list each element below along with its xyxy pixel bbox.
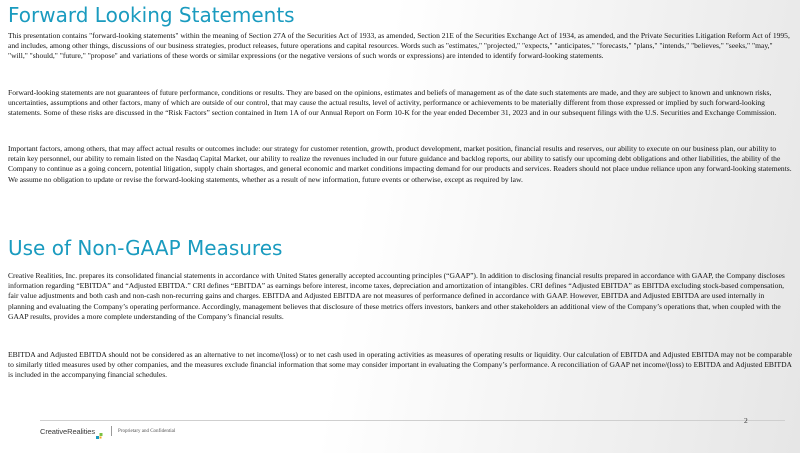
forward-looking-paragraph-3: Important factors, among others, that may affect actual results or outcomes include: our strategy for customer retention, growth, product development, market position, financial results and reserves, our ability to execute on our business plan, our ability to retain key personnel, our ability to remain listed on the Nasdaq Capital Market, our ability to realize the revenues included in our future guidance and backlog reports, our ability to satisfy our upcoming debt obligations and other liabilities, the ability of the Company to continue as a going concern, potential litigation, supply chain shortages, and general economic and market conditions impacting demand for our products and services. Readers should not place undue reliance upon any forward-looking statements. We assume no obligation to update or revise the forward-looking statements, whether as a result of new information, future events or otherwise, except as required by law.: [8, 144, 792, 184]
confidential-label: Proprietary and Confidential: [118, 428, 176, 434]
slide-footer: [0, 414, 800, 453]
footer-divider: [40, 420, 785, 421]
non-gaap-paragraph-2: EBITDA and Adjusted EBITDA should not be considered as an alternative to net income/(loss) or to net cash used in operating activities as measures of operating results or liquidity. Our calculation of EBITDA and Adjusted EBITDA may not be comparable to similarly titled measures used by other companies, and the measures exclude financial information that some may consider important in evaluating the Company’s performance. A reconciliation of GAAP net income/(loss) to EBITDA and Adjusted EBITDA is included in the accompanying financial schedules.: [8, 350, 792, 380]
non-gaap-title: Use of Non-GAAP Measures: [8, 236, 283, 260]
forward-looking-paragraph-1: This presentation contains "forward-looking statements" within the meaning of Section 27A of the Securities Act of 1933, as amended, Section 21E of the Securities Exchange Act of 1934, as amended, and the Private Securities Litigation Reform Act of 1995, and includes, among other things, discussions of our business strategies, product releases, future operations and capital resources. Words such as "estimates," "projected," "expects," "anticipates," "forecasts," "plans," "intends," "believes," "seeks," "may," "will," "should," "future," "propose" and variations of these words or similar expressions (or the negative versions of such words or expressions) are intended to identify forward-looking statements.: [8, 31, 790, 61]
company-logo: [40, 424, 175, 438]
creative-realities-logo-icon: [96, 427, 104, 435]
forward-looking-title: Forward Looking Statements: [8, 3, 295, 27]
logo-divider: [111, 426, 112, 436]
logo-text: CreativeRealities: [40, 426, 95, 436]
page-number: 2: [744, 416, 748, 425]
non-gaap-paragraph-1: Creative Realities, Inc. prepares its consolidated financial statements in accordance with United States generally accepted accounting principles (“GAAP”). In addition to disclosing financial results prepared in accordance with GAAP, the Company discloses information regarding “EBITDA” and “Adjusted EBITDA.” CRI defines “EBITDA” as earnings before interest, income taxes, depreciation and amortization of intangibles. CRI defines “Adjusted EBITDA” as EBITDA excluding stock-based compensation, fair value adjustments and both cash and non-cash non-recurring gains and charges. EBITDA and Adjusted EBITDA are not measures of performance defined in accordance with GAAP. However, EBITDA and Adjusted EBITDA are used internally in planning and evaluating the Company’s operating performance. Accordingly, management believes that disclosure of these metrics offers investors, bankers and other stakeholders an additional view of the Company’s operations that, when coupled with the GAAP results, provides a more complete understanding of the Company’s financial results.: [8, 271, 785, 321]
forward-looking-paragraph-2: Forward-looking statements are not guarantees of future performance, conditions or results. They are based on the opinions, estimates and beliefs of management as of the date such statements are made, and they are subject to known and unknown risks, uncertainties, assumptions and other factors, many of which are outside of our control, that may cause the actual results, level of activity, performance or achievements to be materially different from those expressed or implied by such forward-looking statements. Some of these risks are discussed in the “Risk Factors” section contained in Item 1A of our Annual Report on Form 10-K for the year ended December 31, 2023 and in our subsequent filings with the U.S. Securities and Exchange Commission.: [8, 88, 777, 118]
